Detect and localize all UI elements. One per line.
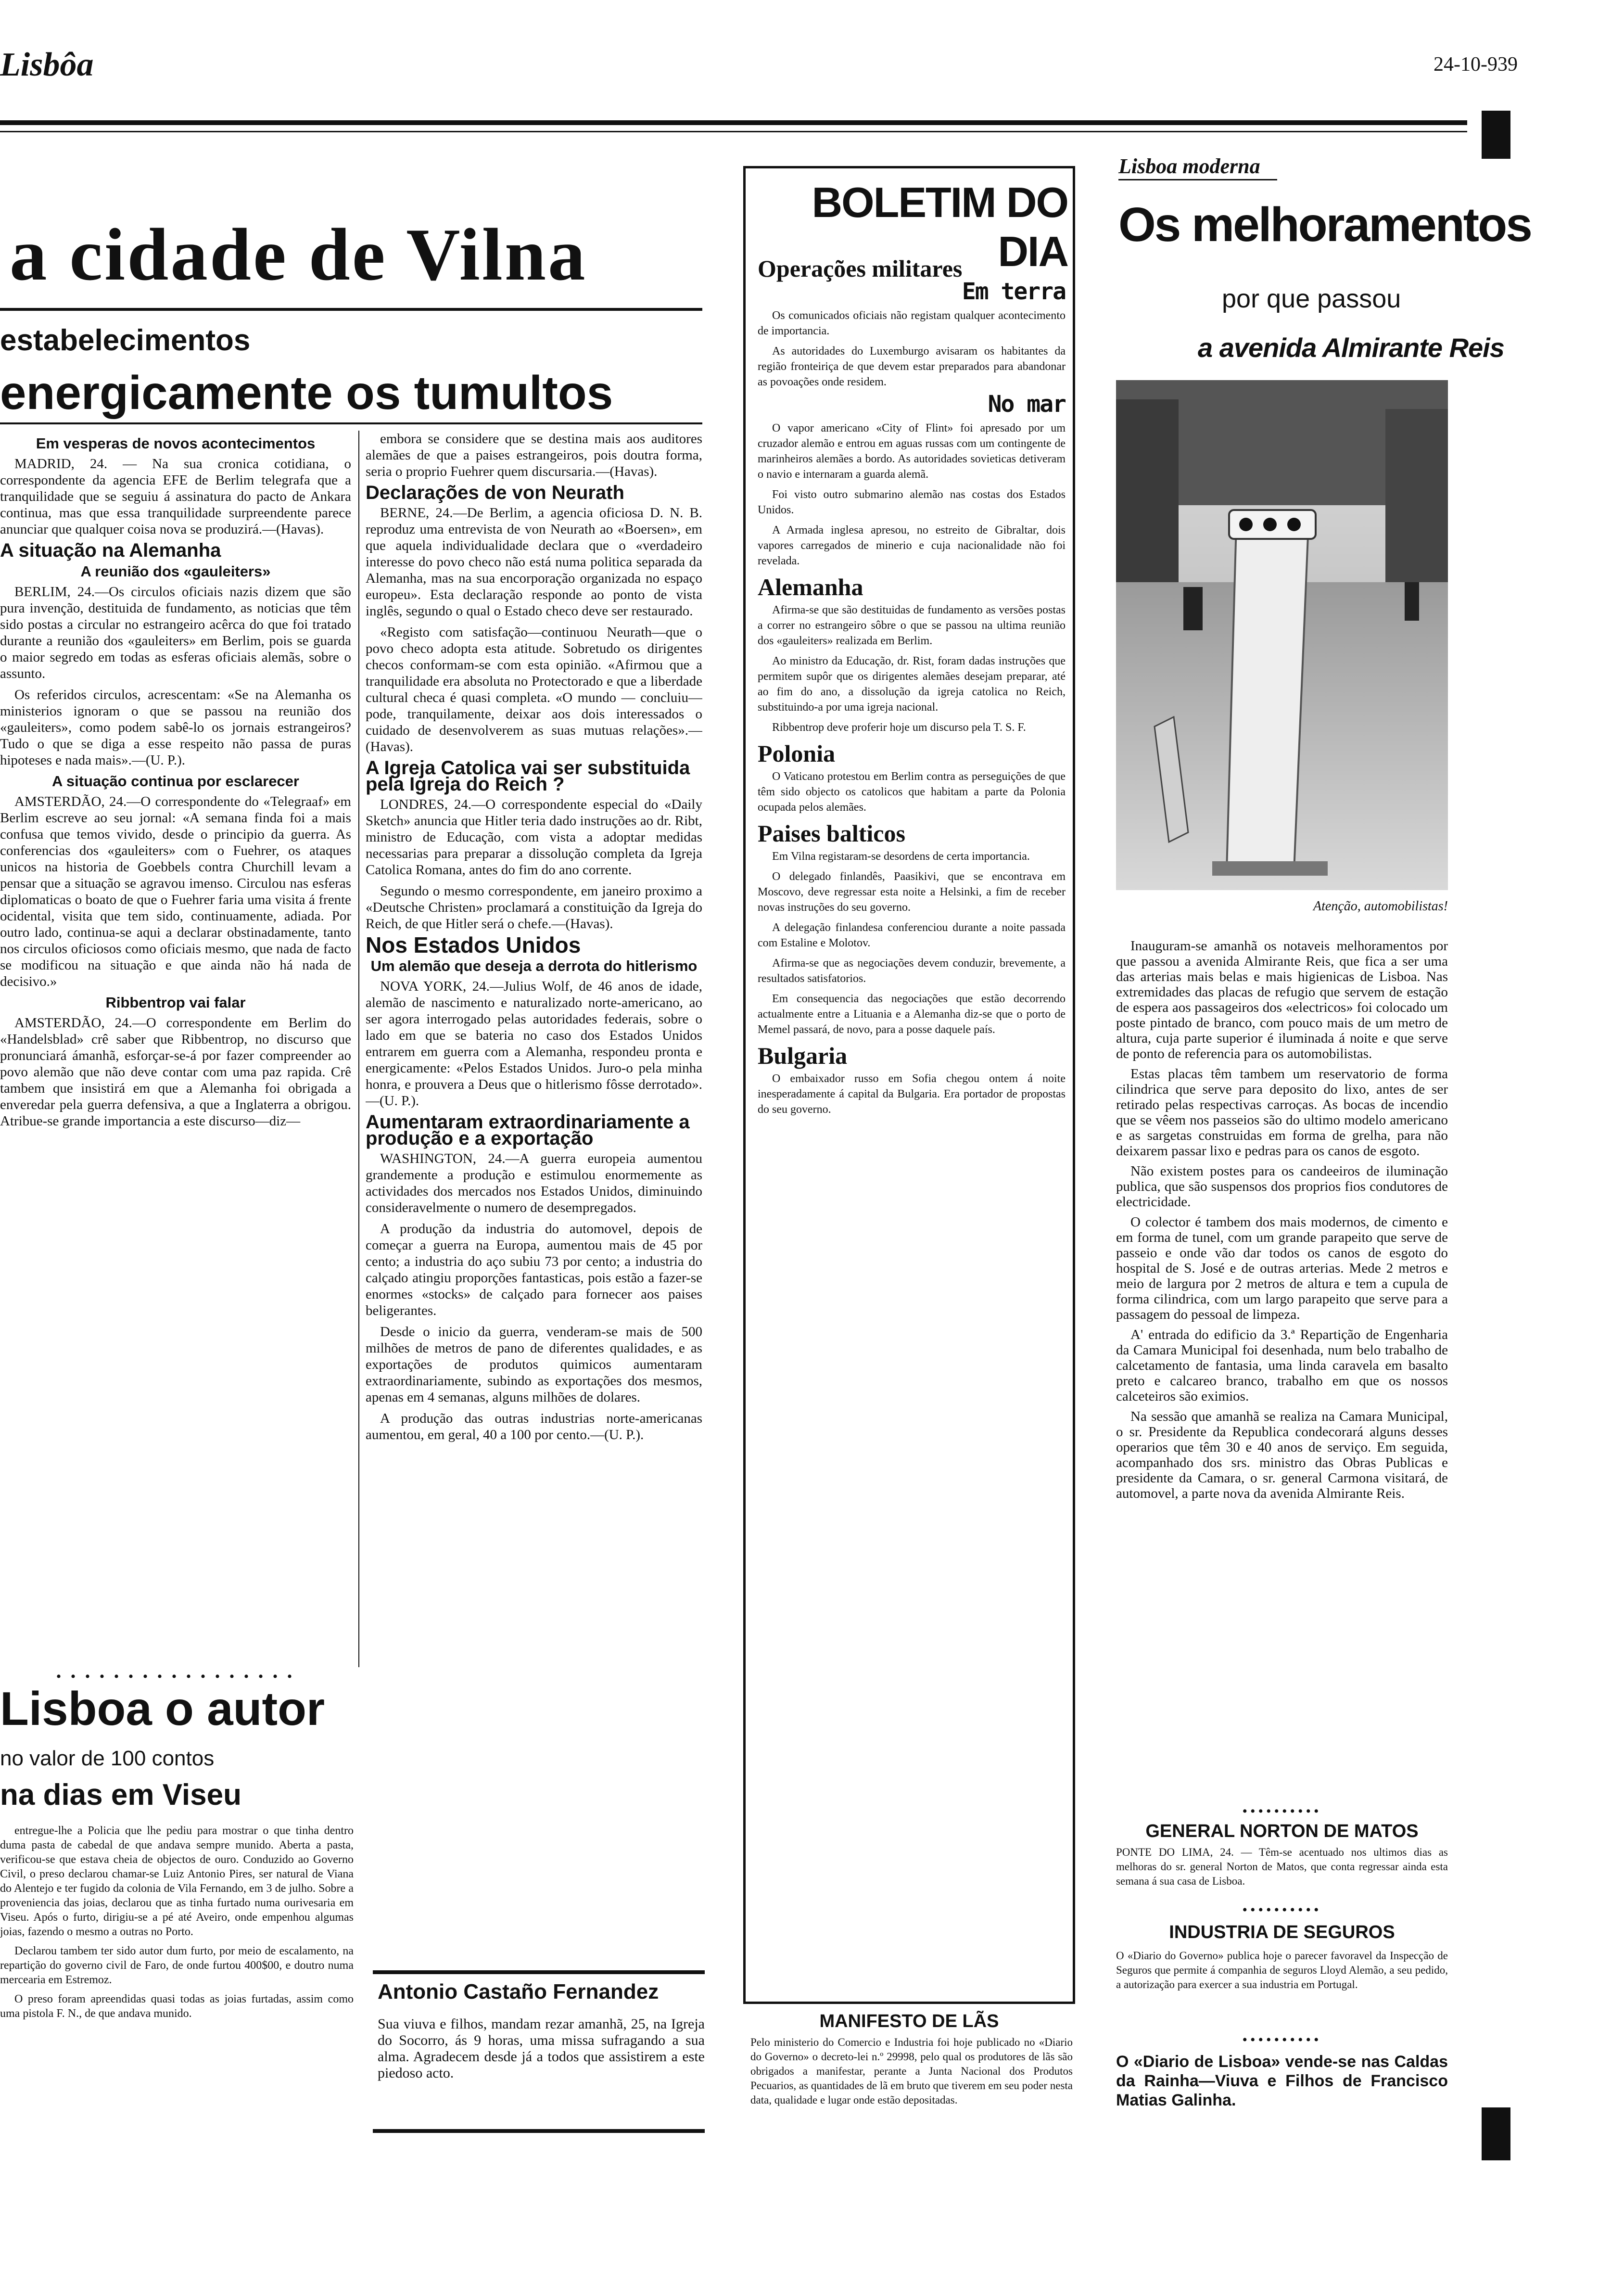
lead-deck2: energicamente os tumultos: [0, 366, 613, 419]
col1-paragraph: AMSTERDÃO, 24.—O correspondente do «Telegraaf» em Berlim escreve ao seu jornal: «A semana finda foi a mais confusa que temos vivido, desde o principio da guerra. As conferencias dos «gauleiters» com o Fuehrer, os ataques unicos na historia de Goebbels contra Churchill levam a pensar que a situação se agravou imenso. Circulou nas esferas diplomaticas o boato de que o Fuehrer faria uma visita á frente ocidental, visita que tem sido, continuamente, adiada. Por outro lado, continua-se aqui a declarar obstinadamente, tanto nos circulos oficiosos como oficiais mesmo, que nada de facto se modificou na situação e que ainda não há nada de decisivo.»: [0, 794, 351, 989]
boletim-section-heading: Polonia: [758, 740, 836, 767]
col1-subhead: Ribbentrop vai falar: [105, 994, 246, 1011]
manifesto-title: MANIFESTO DE LÃS: [819, 2011, 999, 2031]
col2-subhead: Um alemão que deseja a derrota do hitlerismo: [370, 957, 698, 974]
boletim-paragraph: O Vaticano protestou em Berlim contra as perseguições de que têm sido objecto os catolicos que habitam a parte da Polonia ocupada pelos alemães.: [758, 770, 1066, 814]
boletim-section-heading: Bulgaria: [758, 1042, 848, 1069]
masthead-rule: [0, 120, 1467, 125]
edge-block-top: [1482, 111, 1510, 159]
lisboa-paragraph: Na sessão que amanhã se realiza na Camara Municipal, o sr. Presidente da Republica condecorará alguns desses operarios que têm 30 e 40 anos de serviço. Em seguida, acompanhado dos srs. ministro das Obras Publicas e presidente da Camara, o sr. general Carmona visitará, de automovel, a parte nova da avenida Almirante Reis.: [1116, 1409, 1448, 1501]
col1-paragraph: Os referidos circulos, acrescentam: «Se na Alemanha os ministerios ignoram o que se passou na reunião dos «gauleiters», como podem sabê-lo os jornais estrangeiros? Tudo o que se diga a esse respeito não passa de puras hipoteses e nada mais».—(U. P.).: [0, 687, 351, 768]
lisboa-kicker-underline: [1118, 179, 1277, 180]
lisboa-paragraph: Não existem postes para os candeeiros de iluminação publica, que são suspensos dos proprios fios condutores de electricidade.: [1116, 1163, 1448, 1210]
boletim-paragraph: O vapor americano «City of Flint» foi apresado por um cruzador alemão e entrou em aguas russas com um contingente de marinheiros alemães a bordo. As autoridades sovieticas detiveram o navio e internaram a guarda alemã.: [758, 422, 1066, 481]
lower-left-body: [0, 1824, 354, 2131]
lower-left-deck1: no valor de 100 contos: [0, 1747, 215, 1770]
lisboa-sub2: a avenida Almirante Reis: [1198, 332, 1504, 363]
obituary-text: Sua viuva e filhos, mandam rezar amanhã, 25, na Igreja do Socorro, ás 9 horas, uma missa sufragando a sua alma. Agradecem desde já a todos que assistirem a este piedoso acto.: [378, 2016, 705, 2081]
lower-left-deck2: na dias em Viseu: [0, 1778, 241, 1812]
manifesto-text: Pelo ministerio do Comercio e Industria foi hoje publicado no «Diario do Governo» o decreto-lei n.º 29998, pelo qual os produtores de lãs são obrigados a manifestar, perante a Junta Nacional dos Produtos Pecuarios, as quantidades de lã em bruto que tiverem em seu poder nesta data, qualidade e lugar onde estão depositadas.: [750, 2036, 1073, 2106]
photo-caption: Atenção, automobilistas!: [1313, 899, 1448, 914]
boletim-subsection: Em terra: [962, 278, 1066, 305]
lower-left-headline: Lisboa o autor: [0, 1682, 325, 1735]
lisboa-paragraph: A' entrada do edificio da 3.ª Repartição de Engenharia da Camara Municipal foi desenhada, num belo trabalho de calcetamento de fantasia, uma linda caravela em basalto preto e calcareo branco, trabalho em que os nossos calceteiros são eximios.: [1116, 1327, 1448, 1404]
norton-title: GENERAL NORTON DE MATOS: [1145, 1821, 1419, 1841]
boletim-paragraph: A Armada inglesa apresou, no estreito de Gibraltar, dois vapores carregados de minerio e cuja nacionalidade não foi revelada.: [758, 524, 1066, 567]
column-divider: [358, 431, 359, 1667]
col1-paragraph: AMSTERDÃO, 24.—O correspondente em Berlim do «Handelsblad» crê saber que Ribbentrop, no discurso que pronunciará ámanhã, esforçar-se-á por fazer compreender ao povo alemão que não deve contar com uma paz rapida. Crê tambem que insistirá em que a Alemanha foi obrigada a enveredar pela guerra defensiva, a que a Inglaterra a obrigou. Atribue-se grande importancia a este discurso—diz—: [0, 1015, 351, 1129]
boletim-section-heading: Operações militares: [758, 255, 963, 282]
lisboa-sub1: por que passou: [1222, 284, 1401, 313]
norton-text: PONTE DO LIMA, 24. — Têm-se acentuado nos ultimos dias as melhoras do sr. general Norton de Matos, que conta regressar ainda esta semana á sua casa de Lisboa.: [1116, 1846, 1448, 1887]
lead-rule: [0, 308, 702, 311]
norton-ornament: ••••••••••: [1242, 1803, 1322, 1819]
edge-block-bottom: [1482, 2107, 1510, 2160]
obituary-rule: [373, 1970, 705, 1974]
col1-subhead: Em vesperas de novos acontecimentos: [36, 435, 316, 452]
boletim-paragraph: As autoridades do Luxemburgo avisaram os habitantes da região fronteiriça de que devem estar preparados para abandonar as povoações onde residem.: [758, 345, 1066, 388]
seguros-ornament: ••••••••••: [1242, 1902, 1322, 1918]
boletim-paragraph: O embaixador russo em Sofia chegou ontem á noite inesperadamente á capital da Bulgaria. Era portador de propostas do seu governo.: [758, 1072, 1066, 1116]
boletim-paragraph: Os comunicados oficiais não registam qualquer acontecimento de importancia.: [758, 309, 1066, 337]
lisboa-kicker: Lisboa moderna: [1118, 154, 1260, 178]
col1-subhead: A situação continua por esclarecer: [52, 773, 299, 790]
boletim-paragraph: Ribbentrop deve proferir hoje um discurso pela T. S. F.: [772, 721, 1026, 734]
lisboa-paragraph: Inauguram-se amanhã os notaveis melhoramentos por que passou a avenida Almirante Reis, que fica a ser uma das arterias mais belas e mais higienicas de Lisboa. Nas extremidades das placas de refugio que servem de estação de espera aos passageiros dos «electricos» foi colocado um poste pintado de branco, com pouco mais de um metro de altura, cuja parte superior é iluminada á noite e que serve de ponto de referencia para os automobilistas.: [1116, 938, 1448, 1061]
lisboa-body: [1116, 938, 1448, 1795]
obituary-rule-bottom: [373, 2129, 705, 2133]
col2-heading: Declarações de von Neurath: [366, 482, 624, 503]
boletim-paragraph: Afirma-se que são destituidas de fundamento as versões postas a correr no estrangeiro sôbre o que se passou na ultima reunião dos «gauleiters» realizada em Berlim.: [758, 604, 1066, 647]
col2-paragraph: embora se considere que se destina mais aos auditores alemães de que a paises estrangeiros, pois doutra forma, seria o proprio Fuehrer quem discursaria.—(Havas).: [366, 431, 702, 479]
masthead-section: Lisbôa: [0, 46, 94, 83]
col2-paragraph: BERNE, 24.—De Berlim, a agencia oficiosa D. N. B. reproduz uma entrevista de von Neurath ao «Boersen», em que aquela individualidade declara que o «verdadeiro interesse do povo checo não está numa politica separada da Alemanha, mas na sua encorporação organizada no espaço europeu». Esta declaração responde ao ponto de vista inglês, segundo o qual o Estado checo deve ser restaurado.: [366, 505, 702, 619]
col1-subhead: A reunião dos «gauleiters»: [80, 563, 271, 580]
col2-paragraph: Desde o inicio da guerra, venderam-se mais de 500 milhões de metros de pano de diferentes qualidades, e as exportações de produtos quimicos aumentaram extraordinariamente, subindo as exportações dos mesmos, apenas em 4 semanas, alguns milhões de dolares.: [366, 1324, 702, 1405]
lisboa-paragraph: O colector é tambem dos mais modernos, de cimento e em forma de tunel, com um grande parapeito que serve de passeio e onde vão dar todos os canos de esgoto do hospital de S. José e de outras arterias. Mede 2 metros e meio de largura por 2 metros de altura e tem a cupula de forma cilindrica, com um largo parapeito que serve para a passagem do pessoal de limpeza.: [1116, 1214, 1448, 1322]
photo-image: [1116, 380, 1448, 890]
notice-ornament: ••••••••••: [1242, 2032, 1322, 2048]
col2-paragraph: A produção da industria do automovel, depois de começar a guerra na Europa, aumentou mais de 45 por cento; a industria do aço subiu 73 por cento; a industria do calçado atingiu proporções fantasticas, pois estão a fazer-se enormes «stocks» de calçado para fornecer aos paises beligerantes.: [366, 1221, 702, 1318]
boletim-body: [758, 250, 1066, 1992]
column-news-2: [366, 431, 702, 1963]
lower-left-paragraph: entregue-lhe a Policia que lhe pediu para mostrar o que tinha dentro duma pasta de cabedal de que andava sempre munido. Aberta a pasta, verificou-se que estava cheia de objectos de ouro. Conduzido ao Governo Civil, o preso declarou chamar-se Luiz Antonio Pires, ser natural de Viana do Alentejo e ter fugido da colonia de Vila Fernando, em 3 de julho. Sobre a proveniencia das joias, declarou que as tinha furtado numa ourivesaria em Viseu. Após o furto, dirigiu-se a pé até Aveiro, onde empenhou algumas joias, fazendo o mesmo a outras no Porto.: [0, 1825, 354, 1938]
col2-paragraph: Segundo o mesmo correspondente, em janeiro proximo a «Deutsche Christen» proclamará a constituição da Igreja do Reich, de que Hitler será o chefe.—(Havas).: [366, 883, 702, 931]
boletim-section-heading: Paises balticos: [758, 820, 905, 847]
lower-left-paragraph: O preso foram apreendidas quasi todas as joias furtadas, assim como uma pistola F. N., de que andava munido.: [0, 1993, 354, 2020]
col2-paragraph: «Registo com satisfação—continuou Neurath—que o povo checo adopta esta atitude. Sobretudo os dirigentes checos conformam-se com esta opinião. «Afirmou que a tranquilidade era absoluta no Protectorado e que a liberdade cultural checa é quasi completa. «O mundo — concluiu— pode, tranquilamente, deixar aos dois interessados o cuidado de desenvolverem as suas mutuas relações».—(Havas).: [366, 625, 702, 754]
col2-paragraph: LONDRES, 24.—O correspondente especial do «Daily Sketch» anuncia que Hitler teria dado instruções ao dr. Ribt, ministro de Educação, com vista a adoptar medidas necessarias para preparar a dissolução completa da Igreja Catolica Romana, antes do fim do ano corrente.: [366, 797, 702, 878]
lower-left-paragraph: Declarou tambem ter sido autor dum furto, por meio de escalamento, na repartição do governo civil de Faro, de onde furtou 400$00, e doutro numa mercearia em Estremoz.: [0, 1945, 354, 1986]
col1-paragraph: MADRID, 24. — Na sua cronica cotidiana, o correspondente da agencia EFE de Berlim telegrafa que a tranquilidade que se seguiu á assinatura do pacto de Ankara continua, mas que essa tranquilidade surpreendente parece anunciar que qualquer coisa nova se produzirá.—(Havas).: [0, 456, 351, 537]
col2-heading: Nos Estados Unidos: [366, 932, 581, 957]
lead-headline: a cidade de Vilna: [10, 213, 587, 296]
boletim-paragraph: Em consequencia das negociações que estão decorrendo actualmente entre a Lituania e a Alemanha diz-se que o porto de Memel passará, de novo, para a posse daquele país.: [758, 993, 1066, 1036]
col2-heading: Aumentaram extraordinariamente a produção e a exportação: [366, 1111, 690, 1149]
boletim-paragraph: Ao ministro da Educação, dr. Rist, foram dadas instruções que permitem supôr que os dirigentes alemães desejam preparar, até ao fim do ano, a dissolução da igreja catolica no Reich, substituindo-a por uma igreja nacional.: [758, 655, 1066, 714]
boletim-paragraph: A delegação finlandesa conferenciou durante a noite passada com Estaline e Molotov.: [758, 921, 1066, 949]
boletim-paragraph: Em Vilna registaram-se desordens de certa importancia.: [772, 850, 1030, 863]
lead-rule-2: [0, 422, 702, 424]
obituary-name: Antonio Castaño Fernandez: [378, 1980, 659, 2003]
col2-paragraph: NOVA YORK, 24.—Julius Wolf, de 46 anos de idade, alemão de nascimento e naturalizado norte-americano, ao ser agora interrogado pelas autoridades federais, sobre o lado em que se bateria no caso dos Estados Unidos entrarem em guerra com a Alemanha, respondeu pronta e energicamente: «Pelos Estados Unidos. Juro-o pela minha honra, e prouvera a Deus que o hitlerismo fôsse derrotado».—(U. P.).: [366, 979, 702, 1109]
column-news-1: [0, 431, 351, 1667]
notice-text: O «Diario de Lisboa» vende-se nas Caldas da Rainha—Viuva e Filhos de Francisco Matias Galinha.: [1116, 2053, 1448, 2109]
boletim-paragraph: O delegado finlandês, Paasikivi, que se encontrava em Moscovo, deve regressar esta noite a Helsinki, a fim de receber novas instruções do seu governo.: [758, 870, 1066, 914]
boletim-subsection: No mar: [988, 391, 1066, 418]
col2-paragraph: WASHINGTON, 24.—A guerra europeia aumentou grandemente a produção e estimulou enormemente as actividades dos mercados nos Estados Unidos, diminuindo consideravelmente o numero de desempregados.: [366, 1151, 702, 1215]
masthead-rule-thin: [0, 131, 1467, 132]
col2-paragraph: A produção das outras industrias norte-americanas aumentou, em geral, 40 a 100 por cento.—(U. P.).: [366, 1411, 702, 1442]
seguros-title: INDUSTRIA DE SEGUROS: [1169, 1922, 1395, 1942]
lead-deck1: estabelecimentos: [0, 324, 251, 357]
boletim-title: BOLETIM DO DIA: [812, 179, 1068, 275]
col1-heading: A situação na Alemanha: [0, 540, 221, 561]
lower-left-ornament: • • • • • • • • • • • • • • • • •: [56, 1669, 295, 1684]
masthead-date: 24-10-939: [1434, 53, 1518, 76]
boletim-section-heading: Alemanha: [758, 574, 863, 600]
lisboa-paragraph: Estas placas têm tambem um reservatorio de forma cilindrica que serve para deposito do lixo, antes de ser retirado pelas respectivas carroças. As bocas de incendio que se vêem nos passeios são do ultimo modelo americano e as sargetas construidas em forma de grelha, para não deixarem passar lixo e pedras para os canos de esgoto.: [1116, 1066, 1448, 1159]
lisboa-title: Os melhoramentos: [1118, 198, 1531, 252]
boletim-paragraph: Foi visto outro submarino alemão nas costas dos Estados Unidos.: [758, 488, 1066, 516]
col1-paragraph: BERLIM, 24.—Os circulos oficiais nazis dizem que são pura invenção, destituida de fundamento, as noticias que têm sido postas a circular no estrangeiro acêrca do que foi tratado durante a reunião dos «gauleiters» em Berlim, pois se guarda o maior segredo em todas as esferas oficiais alemãs, sobre o assunto.: [0, 584, 351, 681]
boletim-paragraph: Afirma-se que as negociações devem conduzir, brevemente, a resultados satisfatorios.: [758, 957, 1066, 985]
col2-heading: A Igreja Catolica vai ser substituida pela Igreja do Reich ?: [366, 757, 690, 795]
seguros-text: O «Diario do Governo» publica hoje o parecer favoravel da Inspecção de Seguros que permite á companhia de seguros Lloyd Alemão, a seu pedido, a autorização para exercer a sua industria em Portugal.: [1116, 1950, 1448, 1991]
street-bollard-photo: [1116, 380, 1448, 890]
